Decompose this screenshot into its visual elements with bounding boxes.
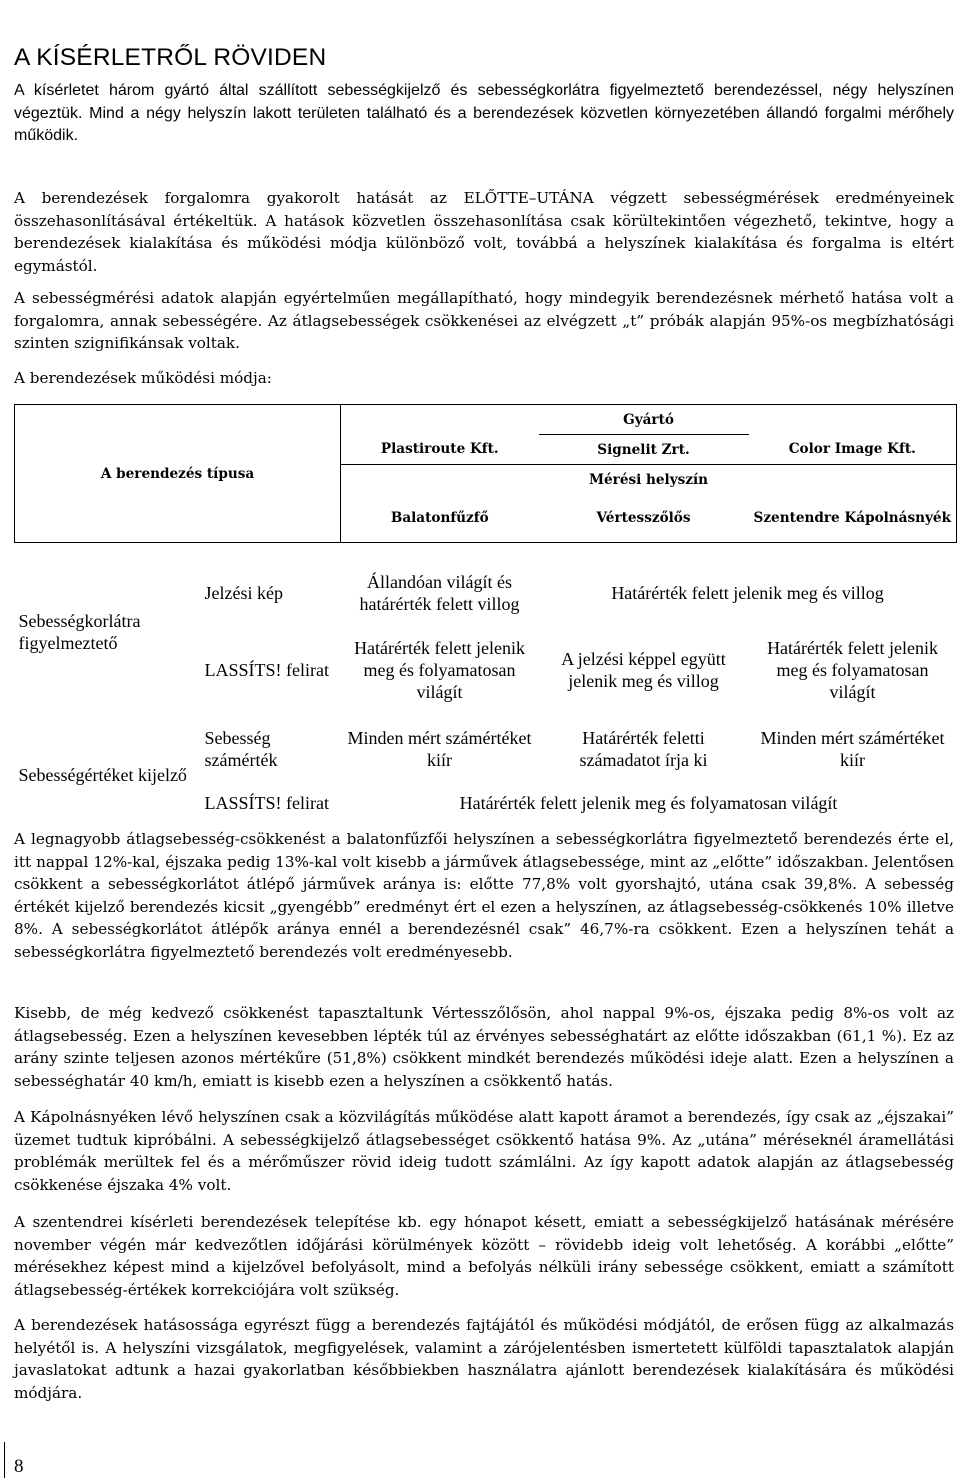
location-balatonfuzfo: Balatonfűzfő [341,495,539,543]
paragraph-balatonfuzfo: A legnagyobb átlagsebesség-csökkenést a balatonfűzfői helyszínen a sebességkorlátra figyelmeztető berendezés érte el, itt nappal 12%-kal, éjszaka pedig 13%-kal volt kisebb a járművek átlagsebessége, mint az „előtte” időszakban. Jelentősen csökkent a sebességkorlátot átlépő járművek aránya is: előtte 77,8% volt gyorshajtó, utána csak 39,8%. A sebesség értékét kijelző berendezés kicsit „gyengébb” eredményt ért el ezen a helyszínen, az átlagsebesség-csökkenés 10% illetve 8%. A sebességkorlátot átlépők aránya ennél a berendezésnél csak” 46,7%-ra csökkent. Ezen a helyszínen tehát a sebességkorlátra figyelmeztető berendezés volt eredményesebb. [14,830,954,961]
cell-slow-down-balatonfuzfo: Határérték felett jelenik meg és folyamatosan világít [354,637,525,702]
cell-signal-image-balatonfuzfo: Állandóan világít és határérték felett villog [359,571,520,614]
row-label-signal-image: Jelzési kép [204,582,283,603]
cell-speed-number-balatonfuzfo: Minden mért számértéket kiír [347,727,532,770]
row-label-slow-down-sign: LASSÍTS! felirat [204,659,329,680]
paragraph-significance: A sebességmérési adatok alapján egyértelműen megállapítható, hogy mindegyik berendezésnek mérhető hatása volt a forgalomra, annak sebességére. Az átlagsebességek csökkenései az elvégzett „t” próbák alapján 95%-os megbízhatósági szinten szignifikánsak voltak. [14,289,954,353]
location-szentendre-kapolnasnyek: Szentendre Kápolnásnyék [749,495,957,543]
manufacturer-plastiroute: Plastiroute Kft. [341,435,539,465]
manufacturer-signelit: Signelit Zrt. [539,435,749,465]
location-vertesszolos: Vértesszőlős [539,495,749,543]
cell-speed-number-vertesszolos: Határérték feletti számadatot írja ki [579,727,708,770]
row-label-speed-number: Sebesség számérték [204,727,278,770]
device-operation-table [14,404,957,829]
page-title: A KÍSÉRLETRŐL RÖVIDEN [14,44,327,71]
manufacturer-header: Gyártó [341,405,957,435]
page-number: 8 [14,1456,24,1477]
cell-slow-down-szentendre: Határérték felett jelenik meg és folyamatosan világít [767,637,938,702]
paragraph-szentendre: A szentendrei kísérleti berendezések telepítése kb. egy hónapot késett, emiatt a sebességkijelző hatásának mérésére november végén már kedvezőtlen időjárási körülmények között – rövidebb ideig volt lehetőség. A korábbi „előtte” mérésekhez képest mind a kijelzővel befolyásolt, mind a befolyás nélküli irány sebessége csökkent, emiatt a számított átlagsebesség-értékek korrekciójára volt szükség. [14,1213,954,1299]
cell-speed-number-szentendre: Minden mért számértéket kiír [760,727,945,770]
paragraph-intro: A kísérletet három gyártó által szállított sebességkijelző és sebességkorlátra figyelmeztető berendezéssel, négy helyszínen végeztük. Mind a négy helyszín lakott területen található és a berendezések közvetlen környezetében állandó forgalmi mérőhely működik. [14,82,954,145]
row-label-slow-down-sign-2: LASSÍTS! felirat [204,792,329,813]
paragraph-kapolnasnyek: A Kápolnásnyéken lévő helyszínen csak a közvilágítás működése alatt kapott áramot a berendezés, így csak az „éjszakai” üzemet tudtuk kipróbálni. A sebességkijelző átlagsebességet csökkentő hatása 9%. Az „utána” méréseknél áramellátási problémák merültek fel és a mérőműszer rövid ideig tudott számlálni. Az így kapott adatok alapján az átlagsebesség csökkenése éjszaka 4% volt. [14,1108,954,1194]
group-speed-display: Sebességértéket kijelző [18,764,187,785]
cell-slow-down-all: Határérték felett jelenik meg és folyamatosan világít [459,792,838,813]
footer-divider [4,1442,5,1478]
paragraph-vertesszolos: Kisebb, de még kedvező csökkenést tapasztaltunk Vértesszőlősön, ahol nappal 9%-os, éjszaka pedig 8%-os volt az átlagsebesség. Ezen a helyszínen kevesebben lépték túl az érvényes sebességhatárt az előtte időszakban (61,1 %). Ez az arány szinte teljesen azonos mértékűre (51,8%) csökkent mindkét berendezés működési ideje alatt. Ezen a helyszínen a sebességhatár 40 km/h, emiatt is kisebb ezen a helyszínen a csökkentő hatás. [14,1004,954,1090]
paragraph-operation-heading: A berendezések működési módja: [14,369,272,387]
paragraph-evaluation: A berendezések forgalomra gyakorolt hatását az ELŐTTE–UTÁNA végzett sebességmérések eredményeinek összehasonlításával értékeltük. A hatások közvetlen összehasonlítása csak körültekintően végezhető, tekintve, hogy a berendezések kialakítása és működési módja különböző volt, továbbá a helyszínek kialakítása és forgalma is eltért egymástól. [14,189,954,275]
group-speed-limit-warning: Sebességkorlátra figyelmeztető [18,610,141,653]
cell-slow-down-vertesszolos: A jelzési képpel együtt jelenik meg és villog [561,648,726,691]
paragraph-conclusion: A berendezések hatásossága egyrészt függ a berendezés fajtájától és működési módjától, de erősen függ az alkalmazás helyétől is. A helyszíni vizsgálatok, megfigyelések, valamint a zárójelentésben ismertetett külföldi tapasztalatok alapján javaslatokat adtunk a hazai gyakorlatban későbbiekben használatra ajánlott berendezések kialakítására és működési módjára. [14,1316,954,1402]
location-header: Mérési helyszín [341,465,957,495]
manufacturer-color-image: Color Image Kft. [749,435,957,465]
cell-signal-image-others: Határérték felett jelenik meg és villog [611,582,884,603]
device-type-header: A berendezés típusa [15,405,341,543]
